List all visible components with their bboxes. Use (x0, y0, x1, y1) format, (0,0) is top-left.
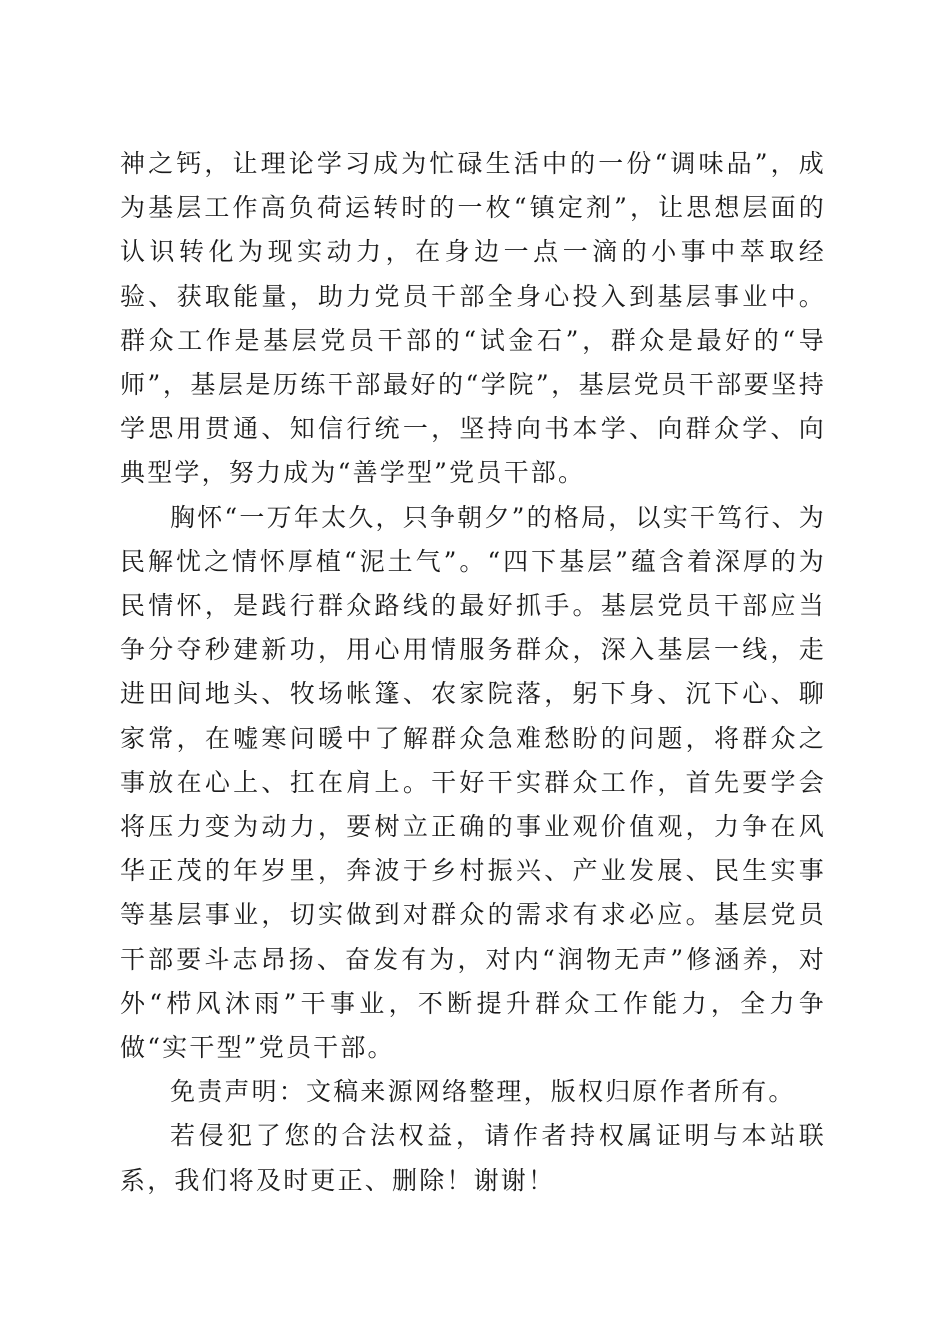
paragraph-continued-theory-study: 神之钙，让理论学习成为忙碌生活中的一份“调味品”，成为基层工作高负荷运转时的一枚“镇定剂”，让思想层面的认识转化为现实动力，在身边一点一滴的小事中萃取经验、获取能量，助力党员干部全身心投入到基层事业中。群众工作是基层党员干部的“试金石”，群众是最好的“导师”，基层是历练干部最好的“学院”，基层党员干部要坚持学思用贯通、知信行统一，坚持向书本学、向群众学、向典型学，努力成为“善学型”党员干部。 (120, 149, 826, 488)
infringement-notice: 若侵犯了您的合法权益，请作者持权属证明与本站联系，我们将及时更正、删除！谢谢！ (120, 1121, 826, 1195)
paragraph-practical-work: 胸怀“一万年太久，只争朝夕”的格局，以实干笃行、为民解忧之情怀厚植“泥土气”。“四下基层”蕴含着深厚的为民情怀，是践行群众路线的最好抓手。基层党员干部应当争分夺秒建新功，用心用情服务群众，深入基层一线，走进田间地头、牧场帐篷、农家院落，躬下身、沉下心、聊家常，在嘘寒问暖中了解群众急难愁盼的问题，将群众之事放在心上、扛在肩上。干好干实群众工作，首先要学会将压力变为动力，要树立正确的事业观价值观，力争在风华正茂的年岁里，奔波于乡村振兴、产业发展、民生实事等基层事业，切实做到对群众的需求有求必应。基层党员干部要斗志昂扬、奋发有为，对内“润物无声”修涵养，对外“栉风沐雨”干事业，不断提升群众工作能力，全力争做“实干型”党员干部。 (120, 502, 826, 1063)
disclaimer-statement: 免责声明：文稿来源网络整理，版权归原作者所有。 (170, 1077, 796, 1107)
document-body (120, 142, 826, 1203)
